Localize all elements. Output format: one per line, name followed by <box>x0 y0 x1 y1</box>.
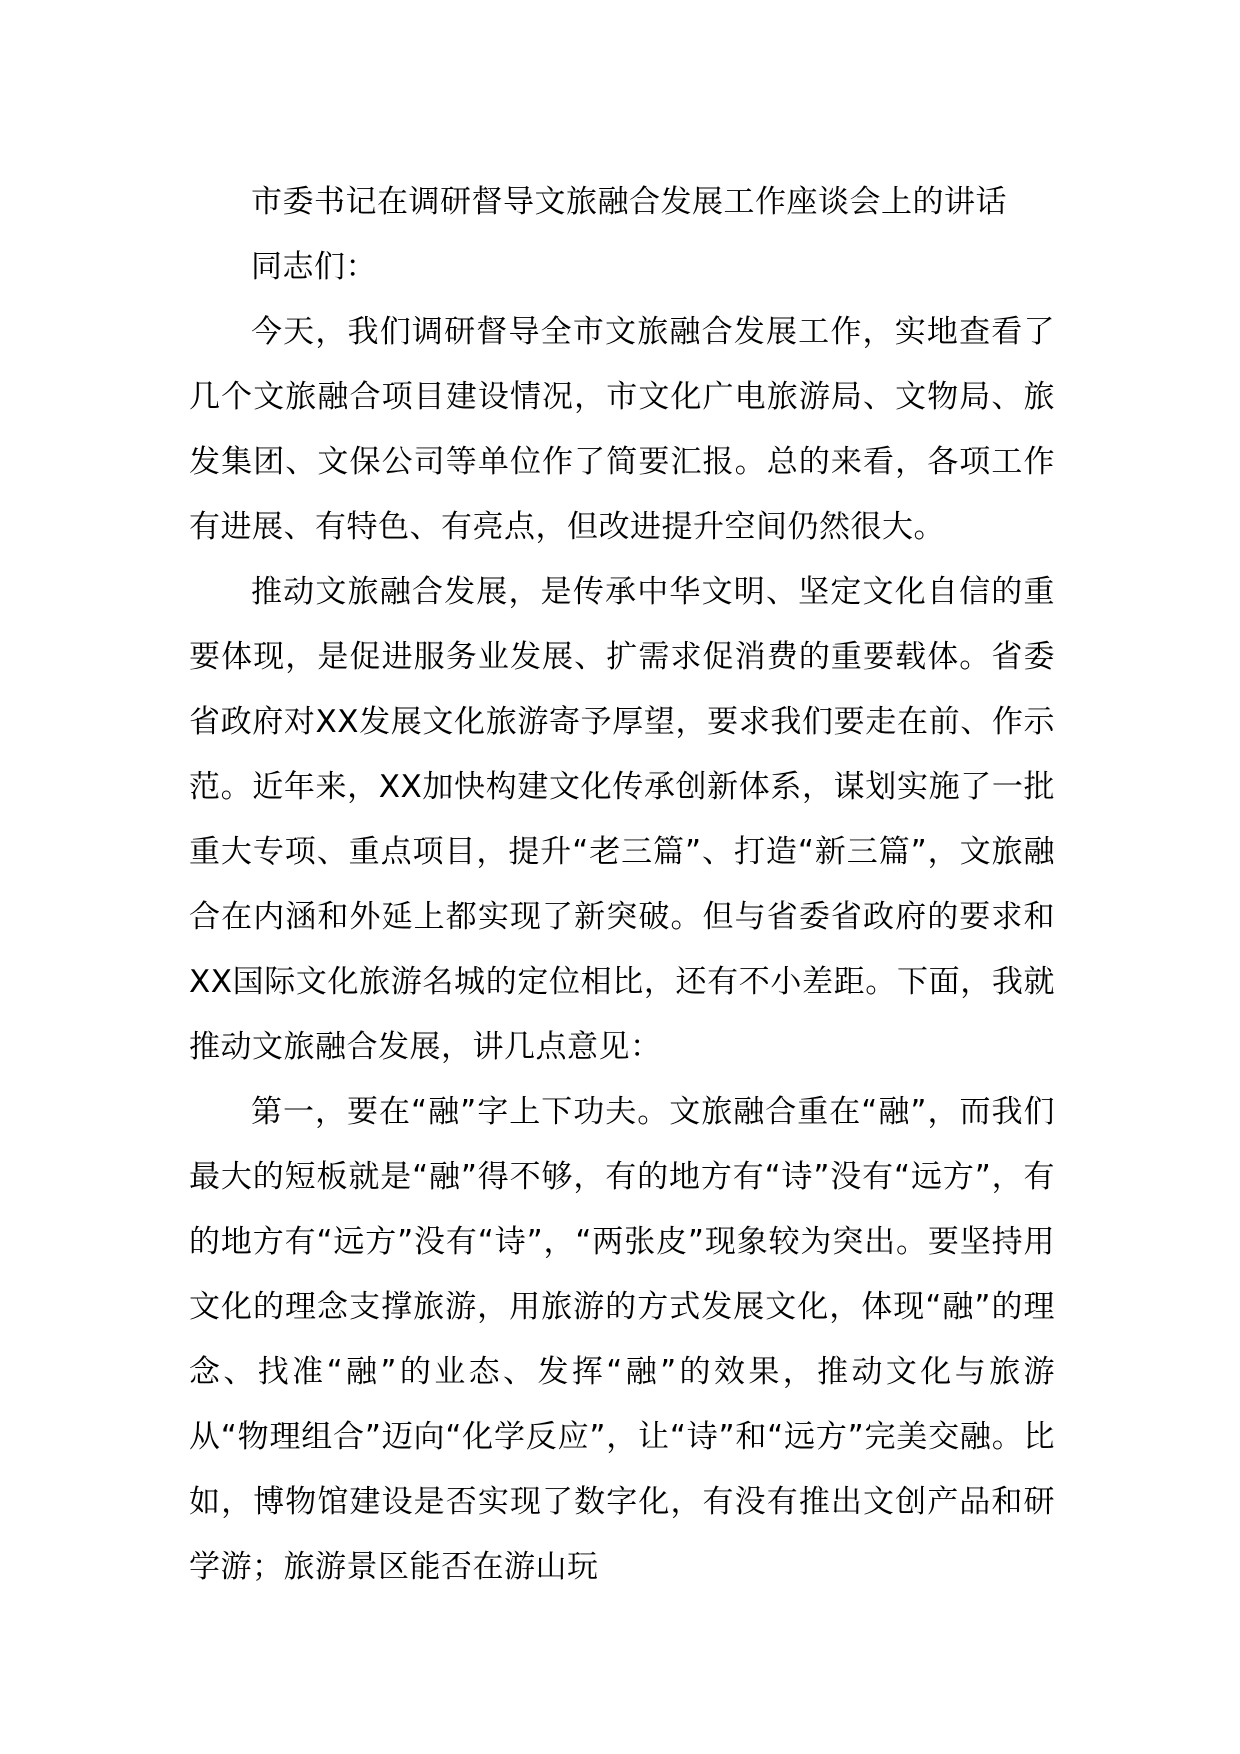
salutation: 同志们： <box>251 249 377 285</box>
document-body <box>189 170 1055 1600</box>
paragraph-first-point: 第一，要在“融”字上下功夫。文旅融合重在“融”，而我们最大的短板就是“融”得不够，有的地方有“诗”没有“远方”，有的地方有“远方”没有“诗”，“两张皮”现象较为突出。要坚持用文化的理念支撑旅游，用旅游的方式发展文化，体现“融”的理念、找准“融”的业态、发挥“融”的效果，推动文化与旅游从“物理组合”迈向“化学反应”，让“诗”和“远方”完美交融。比如，博物馆建设是否实现了数字化，有没有推出文创产品和研学游；旅游景区能否在游山玩 <box>189 1094 1055 1585</box>
document-title: 市委书记在调研督导文旅融合发展工作座谈会上的讲话 <box>251 184 1007 220</box>
paragraph-intro: 今天，我们调研督导全市文旅融合发展工作，实地查看了几个文旅融合项目建设情况，市文化广电旅游局、文物局、旅发集团、文保公司等单位作了简要汇报。总的来看，各项工作有进展、有特色、有亮点，但改进提升空间仍然很大。 <box>189 314 1055 545</box>
paragraph-significance: 推动文旅融合发展，是传承中华文明、坚定文化自信的重要体现，是促进服务业发展、扩需求促消费的重要载体。省委省政府对XX发展文化旅游寄予厚望，要求我们要走在前、作示范。近年来，XX加快构建文化传承创新体系，谋划实施了一批重大专项、重点项目，提升“老三篇”、打造“新三篇”，文旅融合在内涵和外延上都实现了新突破。但与省委省政府的要求和XX国际文化旅游名城的定位相比，还有不小差距。下面，我就推动文旅融合发展，讲几点意见： <box>189 574 1055 1065</box>
